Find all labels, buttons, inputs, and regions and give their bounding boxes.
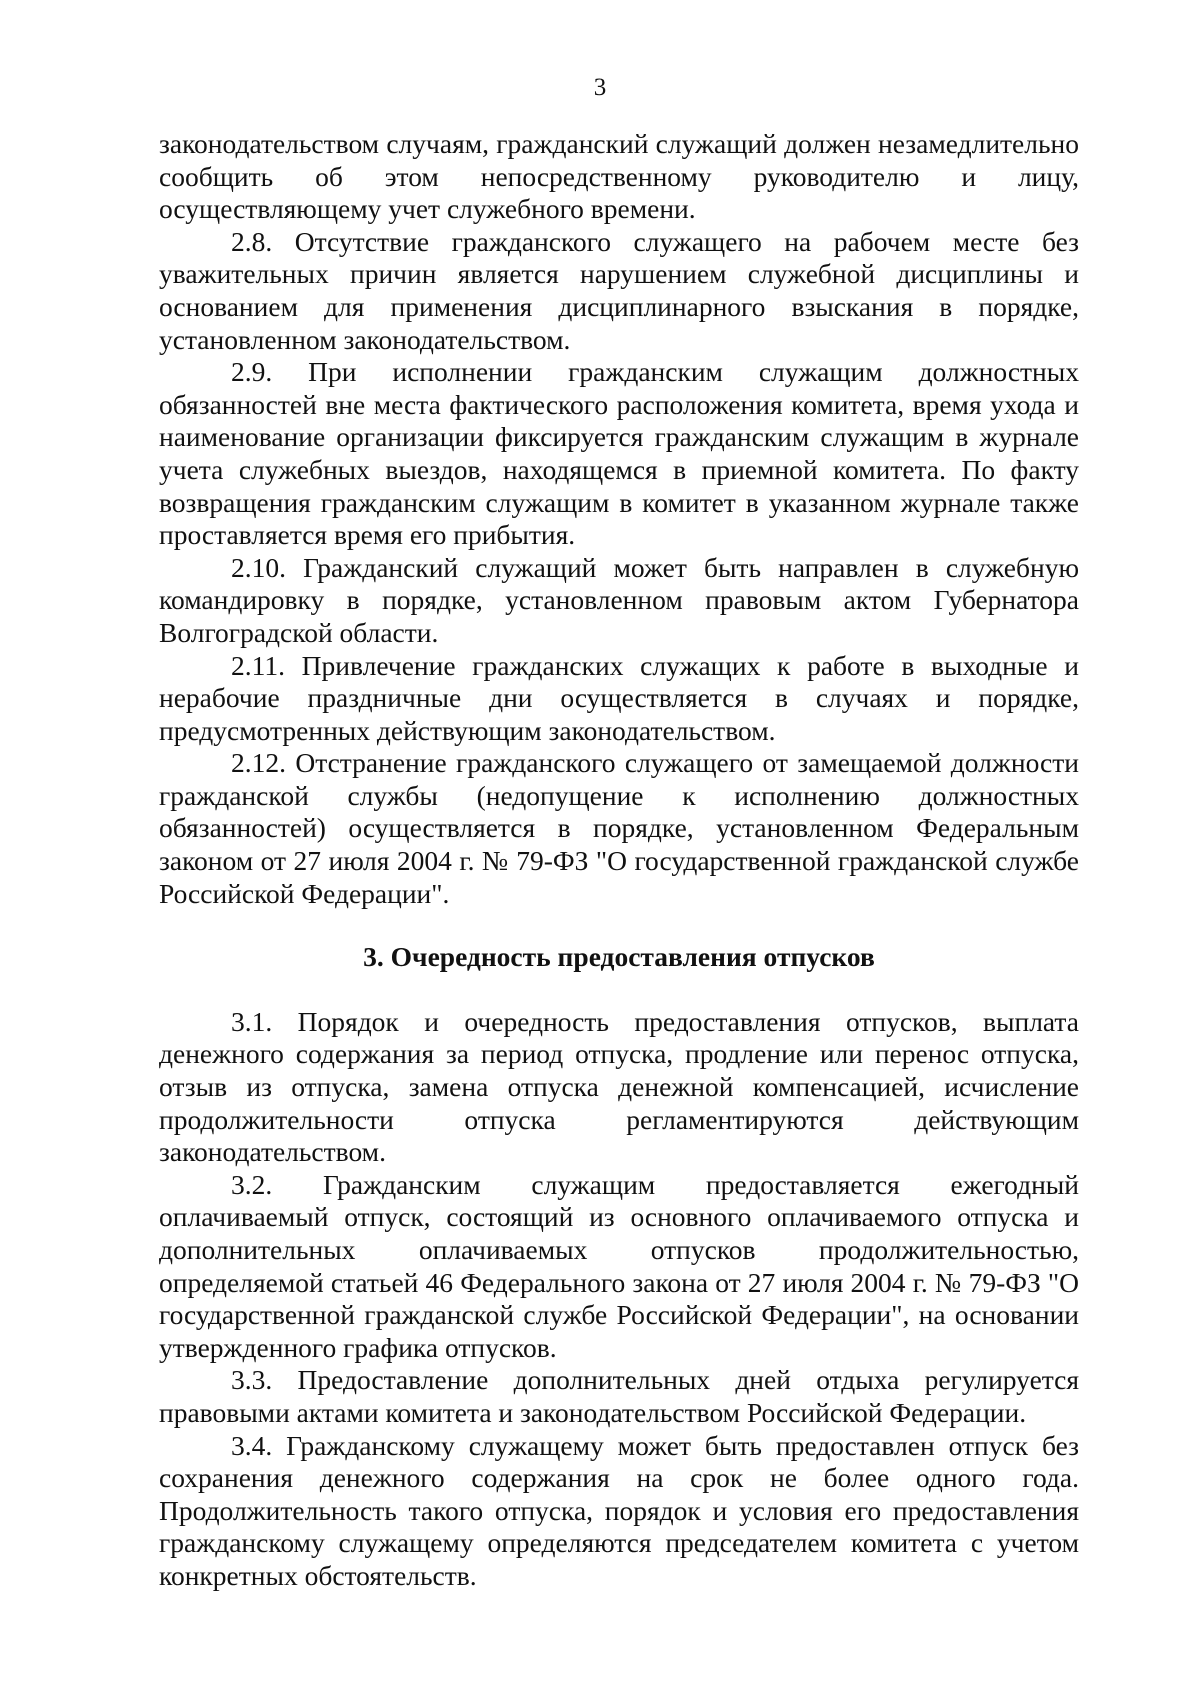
paragraph-3-3: 3.3. Предоставление дополнительных дней отдыха регулируется правовыми актами комитета и законодательством Российской Федерации. <box>159 1364 1079 1428</box>
paragraph-2-10: 2.10. Гражданский служащий может быть направлен в служебную командировку в порядке, установленном правовым актом Губернатора Волгоградской области. <box>159 551 1079 648</box>
paragraph-2-8: 2.8. Отсутствие гражданского служащего на рабочем месте без уважительных причин является нарушением служебной дисциплины и основанием для применения дисциплинарного взыскания в порядке, установленном законодательством. <box>159 225 1079 355</box>
page-number: 3 <box>593 74 607 101</box>
paragraph-3-4: 3.4. Гражданскому служащему может быть предоставлен отпуск без сохранения денежного содержания на срок не более одного года. Продолжительность такого отпуска, порядок и условия его предоставления гражданскому служащему определяются председателем комитета с учетом конкретных обстоятельств. <box>159 1429 1079 1591</box>
paragraph-2-9: 2.9. При исполнении гражданским служащим должностных обязанностей вне места фактического расположения комитета, время ухода и наименование организации фиксируется гражданским служащим в журнале учета служебных выездов, находящемся в приемной комитета. По факту возвращения гражданским служащим в комитет в указанном журнале также проставляется время его прибытия. <box>159 356 1079 551</box>
document-body <box>159 128 1079 1593</box>
paragraph-continuation: законодательством случаям, гражданский служащий должен незамедлительно сообщить об этом непосредственному руководителю и лицу, осуществляющему учет служебного времени. <box>159 128 1079 225</box>
paragraph-2-11: 2.11. Привлечение гражданских служащих к работе в выходные и нерабочие праздничные дни осуществляется в случаях и порядке, предусмотренных действующим законодательством. <box>159 649 1079 746</box>
section-3-title: 3. Очередность предоставления отпусков <box>363 941 875 973</box>
paragraph-3-1: 3.1. Порядок и очередность предоставления отпусков, выплата денежного содержания за период отпуска, продление или перенос отпуска, отзыв из отпуска, замена отпуска денежной компенсацией, исчисление продолжительности отпуска регламентируются действующим законодательством. <box>159 1005 1079 1168</box>
paragraph-2-12: 2.12. Отстранение гражданского служащего от замещаемой должности гражданской службы (недопущение к исполнению должностных обязанностей) осуществляется в порядке, установленном Федеральным законом от 27 июля 2004 г. № 79-ФЗ "О государственной гражданской службе Российской Федерации". <box>159 747 1079 909</box>
paragraph-3-2: 3.2. Гражданским служащим предоставляется ежегодный оплачиваемый отпуск, состоящий из основного оплачиваемого отпуска и дополнительных оплачиваемых отпусков продолжительностью, определяемой статьей 46 Федерального закона от 27 июля 2004 г. № 79-ФЗ "О государственной гражданской службе Российской Федерации", на основании утвержденного графика отпусков. <box>159 1168 1079 1363</box>
